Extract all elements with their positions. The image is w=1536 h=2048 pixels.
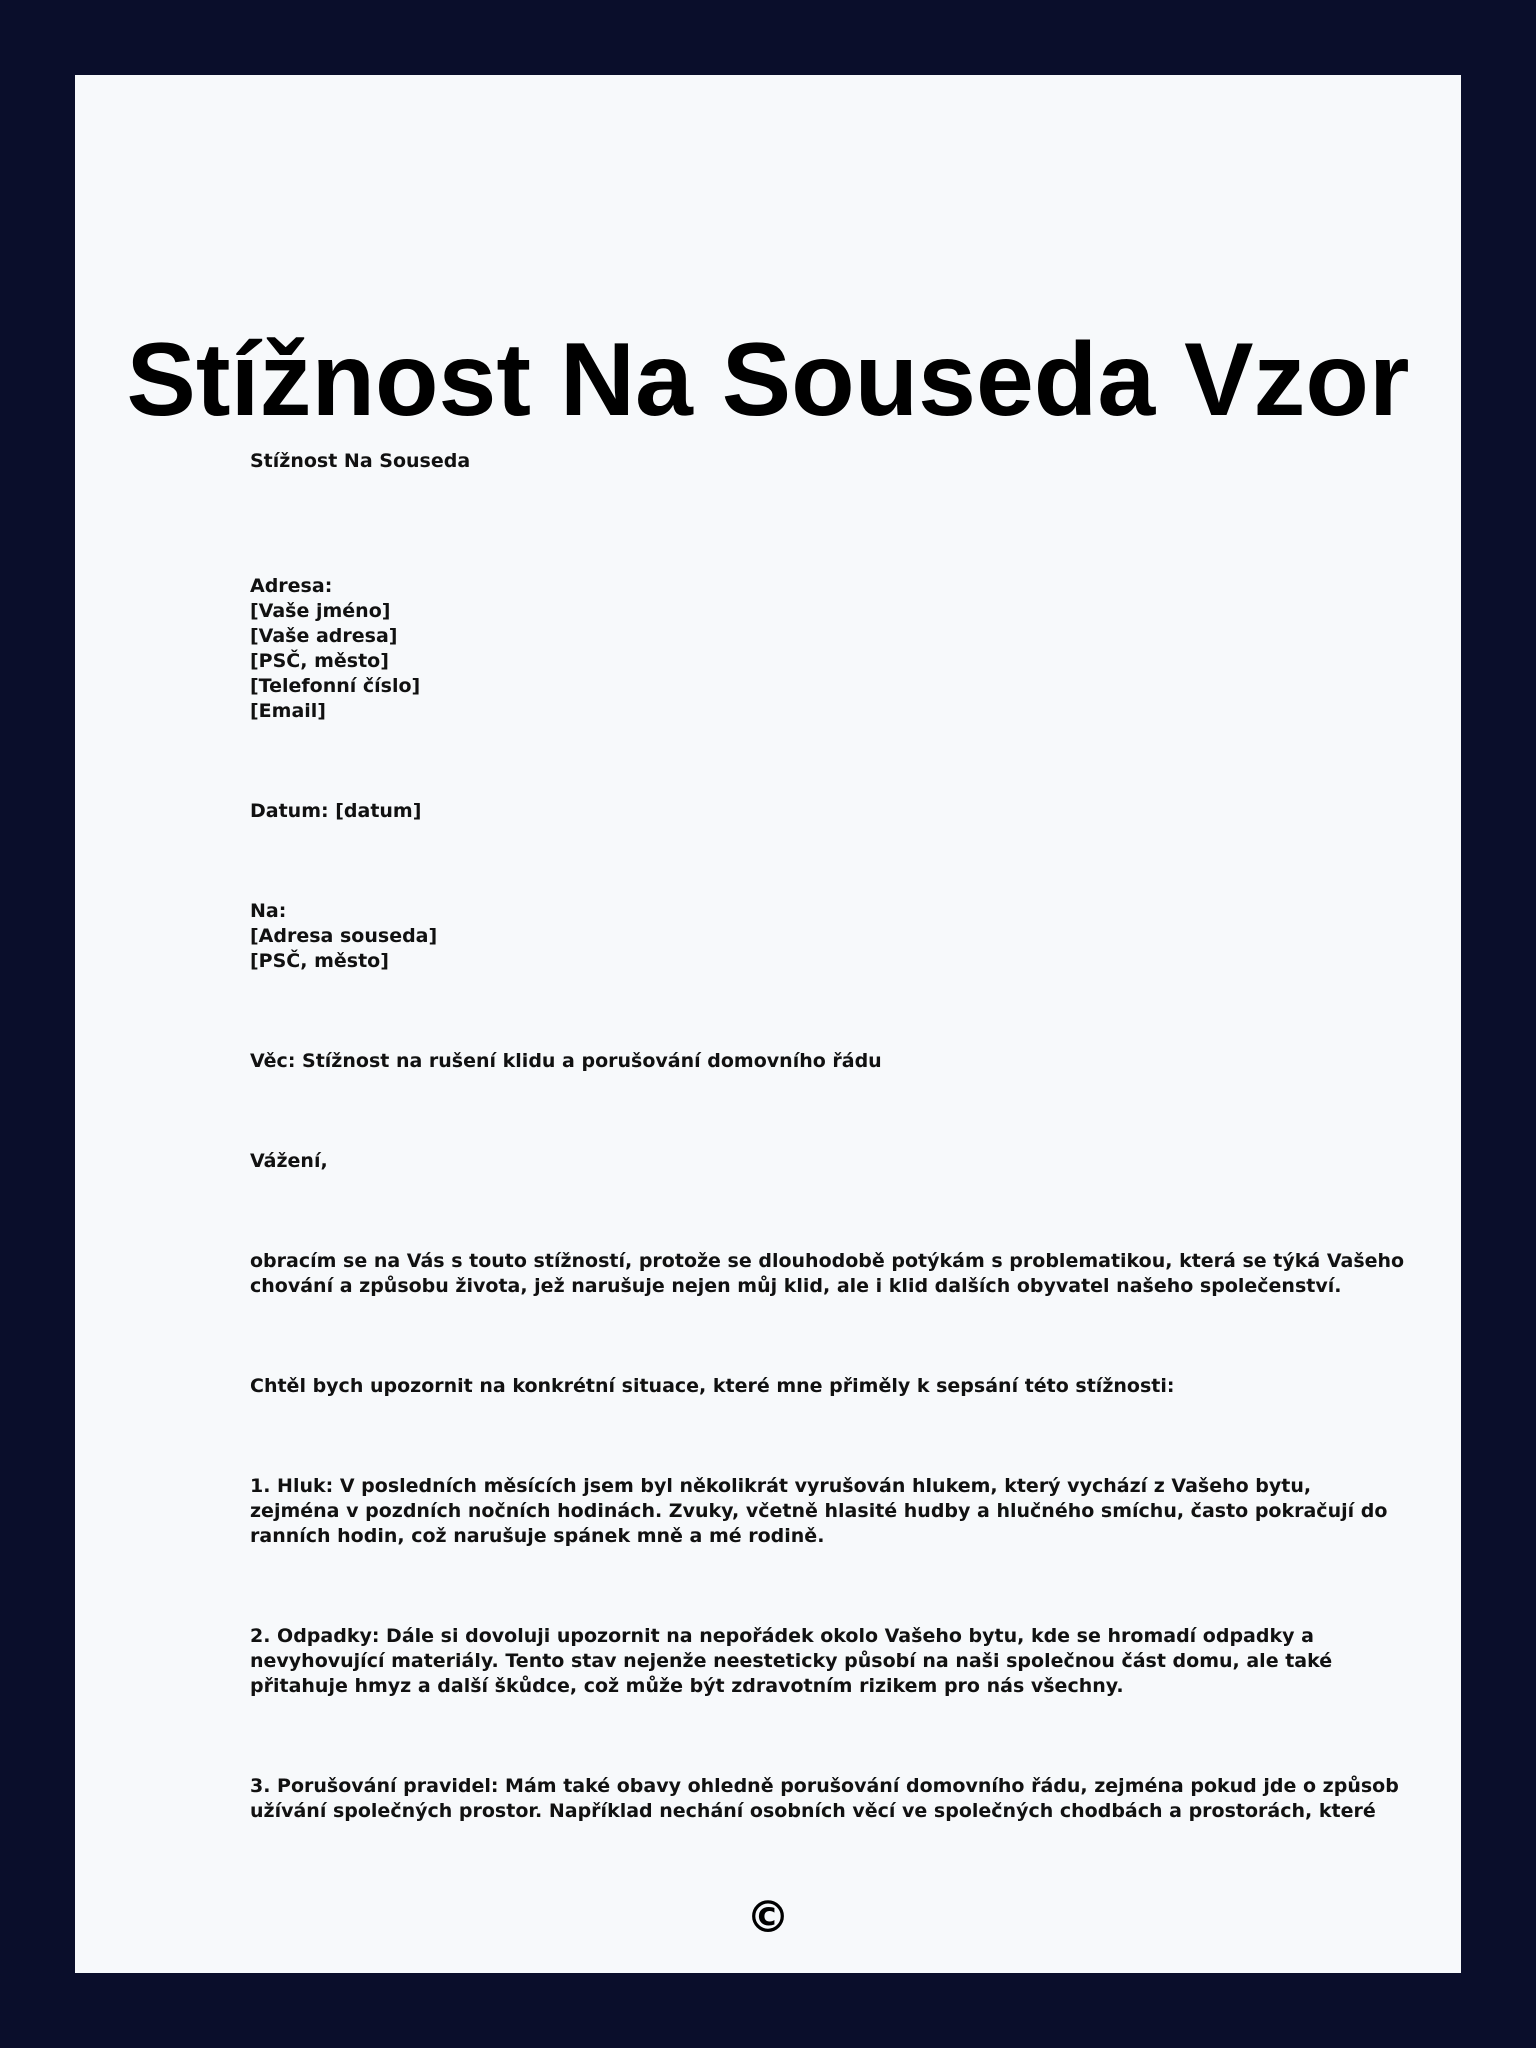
sender-label: Adresa: bbox=[250, 575, 333, 597]
subject-line: Věc: Stížnost na rušení klidu a porušování domovního řádu bbox=[250, 1050, 882, 1072]
sender-name: [Vaše jméno] bbox=[250, 600, 391, 622]
sender-email: [Email] bbox=[250, 700, 326, 722]
document-title: Stížnost Na Souseda Vzor bbox=[126, 322, 1410, 438]
paragraph-line: zejména v pozdních nočních hodinách. Zvuky, včetně hlasité hudby a hlučného smíchu, často pokračují do bbox=[250, 1500, 1388, 1522]
paragraph-line: nevyhovující materiály. Tento stav nejenže neesteticky působí na naši společnou část domu, ale také bbox=[250, 1650, 1333, 1672]
date-line: Datum: [datum] bbox=[250, 800, 422, 822]
recipient-address-block bbox=[250, 899, 1330, 974]
recipient-postcode-city: [PSČ, město] bbox=[250, 950, 389, 972]
paragraph-line: 3. Porušování pravidel: Mám také obavy ohledně porušování domovního řádu, zejména pokud jde o způsob bbox=[250, 1775, 1399, 1797]
paragraph-line: Chtěl bych upozornit na konkrétní situace, které mne přiměly k sepsání této stížnosti: bbox=[250, 1375, 1175, 1397]
paragraph-line: 1. Hluk: V posledních měsících jsem byl několikrát vyrušován hlukem, který vychází z Vašeho bytu, bbox=[250, 1475, 1312, 1497]
date-block bbox=[250, 799, 1330, 824]
paragraph-line: ranních hodin, což narušuje spánek mně a mé rodině. bbox=[250, 1525, 825, 1547]
noise-complaint-paragraph bbox=[250, 1474, 1388, 1549]
copyright-icon: © bbox=[746, 1892, 790, 1943]
document-page bbox=[75, 75, 1461, 1973]
recipient-address: [Adresa souseda] bbox=[250, 925, 438, 947]
situations-intro-paragraph bbox=[250, 1374, 1330, 1399]
letter-heading-text: Stížnost Na Souseda bbox=[250, 450, 471, 472]
subject-block bbox=[250, 1049, 1330, 1074]
sender-address: [Vaše adresa] bbox=[250, 625, 398, 647]
paragraph-line: chování a způsobu života, jež narušuje nejen můj klid, ale i klid dalších obyvatel našeho společenství. bbox=[250, 1275, 1342, 1297]
letter-body bbox=[250, 449, 1405, 1824]
rules-violation-paragraph bbox=[250, 1774, 1399, 1824]
recipient-label: Na: bbox=[250, 900, 287, 922]
letter-heading bbox=[250, 449, 1330, 474]
sender-postcode-city: [PSČ, město] bbox=[250, 650, 389, 672]
intro-paragraph bbox=[250, 1249, 1405, 1299]
waste-complaint-paragraph bbox=[250, 1624, 1333, 1699]
paragraph-line: obracím se na Vás s touto stížností, protože se dlouhodobě potýkám s problematikou, která se týká Vašeho bbox=[250, 1250, 1405, 1272]
salutation-line: Vážení, bbox=[250, 1150, 328, 1172]
sender-address-block bbox=[250, 574, 1330, 724]
sender-phone: [Telefonní číslo] bbox=[250, 675, 421, 697]
paragraph-line: užívání společných prostor. Například nechání osobních věcí ve společných chodbách a prostorách, které bbox=[250, 1800, 1376, 1822]
paragraph-line: 2. Odpadky: Dále si dovoluji upozornit na nepořádek okolo Vašeho bytu, kde se hromadí odpadky a bbox=[250, 1625, 1314, 1647]
salutation-block bbox=[250, 1149, 1330, 1174]
paragraph-line: přitahuje hmyz a další škůdce, což může být zdravotním rizikem pro nás všechny. bbox=[250, 1675, 1124, 1697]
